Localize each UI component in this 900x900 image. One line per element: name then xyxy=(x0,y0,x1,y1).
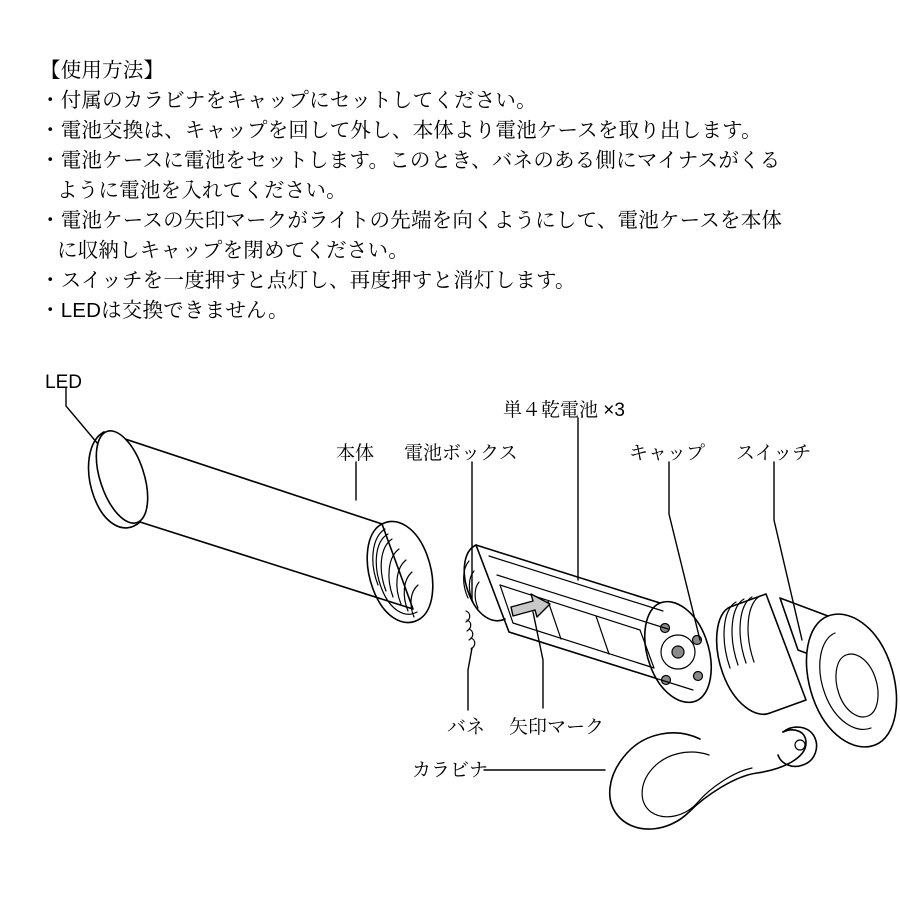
label-body: 本体 xyxy=(336,443,375,464)
instruction-line-2: ・電池交換は、キャップを回して外し、本体より電池ケースを取り出します。 xyxy=(40,119,762,142)
battery-box-part xyxy=(464,545,712,702)
instruction-line-5: ・電池ケースの矢印マークがライトの先端を向くようにして、電池ケースを本体 xyxy=(40,209,783,232)
label-cap: キャップ xyxy=(629,443,706,464)
label-spring: バネ xyxy=(447,717,486,738)
label-led: LED xyxy=(45,372,82,393)
label-battery-box: 電池ボックス xyxy=(404,443,518,464)
label-batteries: 単４乾電池 ×3 xyxy=(503,400,625,421)
instruction-line-4: ように電池を入れてください。 xyxy=(57,179,347,202)
label-arrow-mark: 矢印マーク xyxy=(509,717,605,738)
instruction-line-7: ・スイッチを一度押すと点灯し、再度押すと消灯します。 xyxy=(40,269,576,292)
label-switch: スイッチ xyxy=(736,443,812,464)
instruction-line-3: ・電池ケースに電池をセットします。このとき、バネのある側にマイナスがくる xyxy=(40,149,781,172)
body-tube xyxy=(86,425,433,623)
instruction-line-1: ・付属のカラビナをキャップにセットしてください。 xyxy=(40,89,537,112)
instruction-line-6: に収納しキャップを閉めてください。 xyxy=(57,239,409,262)
instruction-line-8: ・LEDは交換できません。 xyxy=(40,299,289,322)
carabiner-part xyxy=(610,727,817,829)
instructions-heading: 【使用方法】 xyxy=(40,59,165,82)
cap-part xyxy=(717,594,897,747)
label-carabiner: カラビナ xyxy=(412,760,489,781)
